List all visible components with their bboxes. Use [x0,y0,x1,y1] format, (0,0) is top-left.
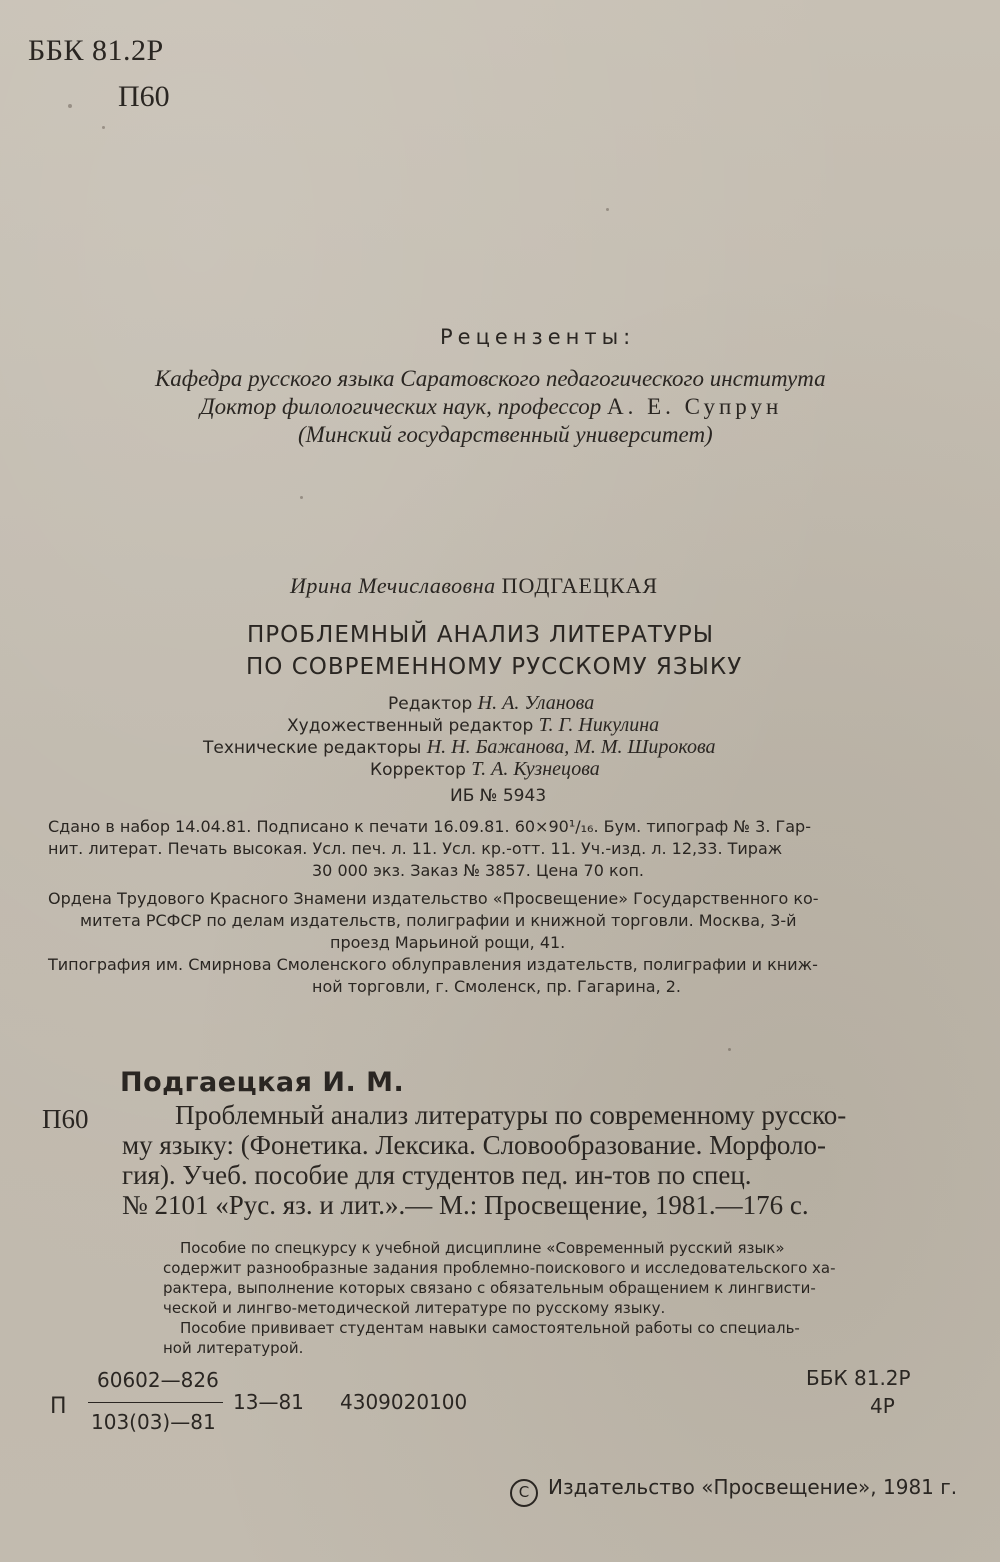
imprint-line: митета РСФСР по делам издательств, полиграфии и книжной торговли. Москва, 3-й [80,911,797,930]
author-sign-code: П60 [118,80,170,113]
paper-speck [606,208,609,211]
ib-number: ИБ № 5943 [450,786,547,806]
bbk-bottom: ББК 81.2Р [806,1366,911,1390]
imprint-line: 30 000 экз. Заказ № 3857. Цена 70 коп. [312,861,644,880]
staff-editor [388,692,594,715]
annotation-line: ческой и лингво-методической литературе по русскому языку. [163,1299,666,1317]
imprint-line: Типография им. Смирнова Смоленского облуправления издательств, полиграфии и книж- [48,955,818,974]
staff-role: Технические редакторы [203,738,427,758]
paper-speck [68,104,72,108]
copyright-icon: C [510,1479,538,1507]
staff-proofreader [370,758,600,781]
imprint-line: проезд Марьиной рощи, 41. [330,933,566,952]
staff-name: Н. А. Уланова [477,692,595,714]
catalog-line: Проблемный анализ литературы по современному русско- [175,1100,847,1130]
copyright-line [510,1475,957,1507]
reviewer-line-2 [200,394,782,420]
author-fullname [290,573,658,599]
reviewer-line-1: Кафедра русского языка Саратовского педагогического института [155,366,826,391]
catalog-line: гия). Учеб. пособие для студентов пед. ин-тов по спец. [122,1160,752,1190]
annotation-line: рактера, выполнение которых связано с обязательным обращением к лингвисти- [163,1279,816,1297]
annotation-line: Пособие прививает студентам навыки самостоятельной работы со специаль- [180,1319,800,1337]
staff-tech-editors [203,736,716,759]
reviewer-line-3: (Минский государственный университет) [298,422,713,447]
annotation-line: содержит разнообразные задания проблемно-поискового и исследовательского ха- [163,1259,836,1277]
catalog-line: му языку: (Фонетика. Лексика. Словообразование. Морфоло- [122,1130,827,1160]
imprint-line: нит. литерат. Печать высокая. Усл. печ. л. 11. Усл. кр.-отт. 11. Уч.-изд. л. 12,33. Тираж [48,839,783,858]
author-given-name: Ирина Мечиславовна [290,573,502,598]
reviewers-heading: Рецензенты: [440,325,636,349]
book-title-line-1: ПРОБЛЕМНЫЙ АНАЛИЗ ЛИТЕРАТУРЫ [247,622,715,648]
index-number-2: 4309020100 [340,1390,468,1414]
paper-speck [102,126,105,129]
reviewer-name: А. Е. Супрун [607,394,783,419]
catalog-line: № 2101 «Рус. яз. и лит.».— М.: Просвещение, 1981.—176 с. [122,1190,809,1220]
book-title-line-2: ПО СОВРЕМЕННОМУ РУССКОМУ ЯЗЫКУ [246,654,743,680]
fraction-divider [88,1402,223,1403]
staff-name: Н. Н. Бажанова, М. М. Широкова [426,736,716,758]
catalog-code: П60 [42,1104,89,1134]
paper-speck [300,496,303,499]
index-denominator: 103(03)—81 [91,1410,216,1434]
catalog-author: Подгаецкая И. М. [120,1067,405,1098]
reviewer-title: Доктор филологических наук, профессор [200,394,608,419]
staff-name: Т. А. Кузнецова [471,758,600,780]
index-letter: П [50,1394,67,1419]
index-numerator: 60602—826 [97,1368,219,1392]
bbk-classification: ББК 81.2Р [28,34,164,67]
bbk-bottom-sub: 4Р [870,1394,895,1418]
staff-art-editor [287,714,659,737]
index-number-1: 13—81 [233,1390,304,1414]
imprint-line: Сдано в набор 14.04.81. Подписано к печати 16.09.81. 60×90¹/₁₆. Бум. типограф № 3. Гар- [48,817,811,836]
copyright-text: Издательство «Просвещение», 1981 г. [548,1475,958,1499]
paper-speck [728,1048,731,1051]
annotation-line: ной литературой. [163,1339,304,1357]
staff-role: Корректор [370,760,472,780]
imprint-line: ной торговли, г. Смоленск, пр. Гагарина, 2. [312,977,682,996]
staff-name: Т. Г. Никулина [538,714,660,736]
staff-role: Редактор [388,694,478,714]
imprint-line: Ордена Трудового Красного Знамени издательство «Просвещение» Государственного ко- [48,889,819,908]
annotation-line: Пособие по спецкурсу к учебной дисциплине «Современный русский язык» [180,1239,785,1257]
staff-role: Художественный редактор [287,716,539,736]
author-surname: ПОДГАЕЦКАЯ [501,573,659,598]
